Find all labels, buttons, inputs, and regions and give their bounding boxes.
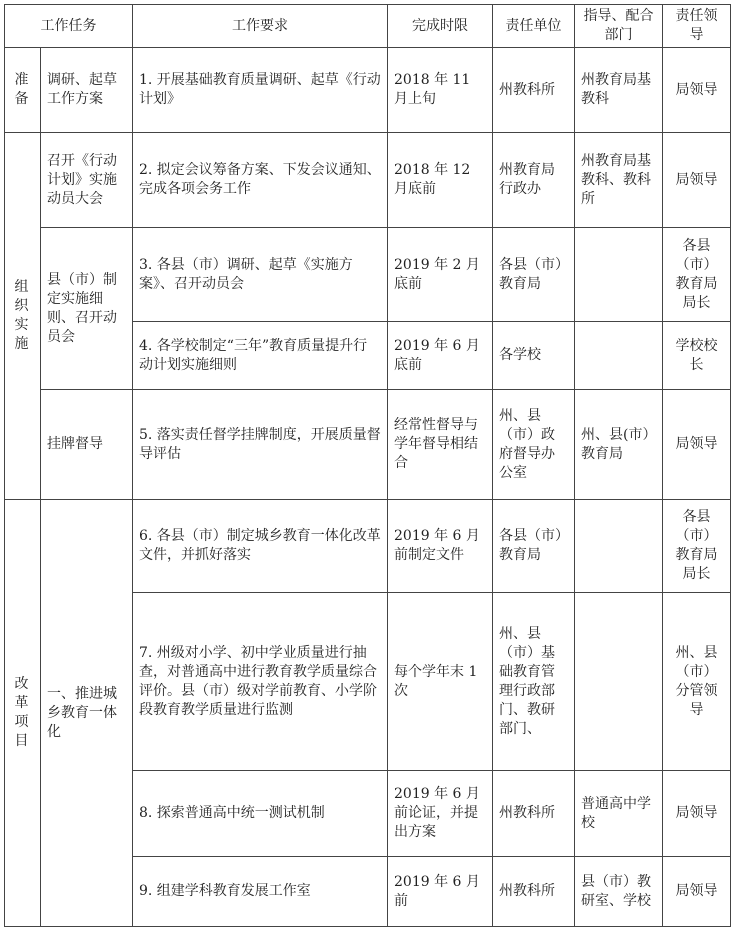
requirement-cell: 1. 开展基础教育质量调研、起草《行动计划》 bbox=[133, 48, 388, 133]
stage-reform: 改革项目 bbox=[5, 500, 41, 927]
deadline-cell: 2018 年 12 月底前 bbox=[388, 133, 493, 228]
table-row bbox=[5, 390, 731, 500]
header-deadline: 完成时限 bbox=[388, 5, 493, 48]
work-plan-table bbox=[4, 4, 731, 927]
subtask-urban-rural: 一、推进城乡教育一体化 bbox=[41, 500, 133, 927]
guide-cell bbox=[575, 500, 663, 593]
stage-organize: 组织实施 bbox=[5, 133, 41, 500]
guide-cell bbox=[575, 228, 663, 322]
guide-cell: 州、县(市）教育局 bbox=[575, 390, 663, 500]
table-row bbox=[5, 133, 731, 228]
header-requirement: 工作要求 bbox=[133, 5, 388, 48]
deadline-cell: 每个学年末 1 次 bbox=[388, 593, 493, 771]
guide-cell: 普通高中学校 bbox=[575, 771, 663, 857]
subtask-supervise: 挂牌督导 bbox=[41, 390, 133, 500]
deadline-cell: 2019 年 6 月前 bbox=[388, 857, 493, 927]
requirement-cell: 7. 州级对小学、初中学业质量进行抽查，对普通高中进行教育教学质量综合评价。县（市）级对学前教育、小学阶段教育教学质量进行监测 bbox=[133, 593, 388, 771]
table-row bbox=[5, 500, 731, 593]
requirement-cell: 2. 拟定会议筹备方案、下发会议通知、完成各项会务工作 bbox=[133, 133, 388, 228]
deadline-cell: 经常性督导与学年督导相结合 bbox=[388, 390, 493, 500]
guide-cell: 县（市）教研室、学校 bbox=[575, 857, 663, 927]
guide-cell bbox=[575, 322, 663, 390]
leader-cell: 局领导 bbox=[663, 48, 731, 133]
requirement-cell: 3. 各县（市）调研、起草《实施方案》、召开动员会 bbox=[133, 228, 388, 322]
unit-cell: 州教科所 bbox=[493, 857, 575, 927]
requirement-cell: 8. 探索普通高中统一测试机制 bbox=[133, 771, 388, 857]
unit-cell: 州教科所 bbox=[493, 771, 575, 857]
leader-cell: 州、县（市）分管领导 bbox=[663, 593, 731, 771]
header-guide: 指导、配合部门 bbox=[575, 5, 663, 48]
requirement-cell: 6. 各县（市）制定城乡教育一体化改革文件，并抓好落实 bbox=[133, 500, 388, 593]
guide-cell bbox=[575, 593, 663, 771]
leader-cell: 局领导 bbox=[663, 857, 731, 927]
header-row bbox=[5, 5, 731, 48]
requirement-cell: 4. 各学校制定“三年”教育质量提升行动计划实施细则 bbox=[133, 322, 388, 390]
unit-cell: 各学校 bbox=[493, 322, 575, 390]
deadline-cell: 2019 年 6 月底前 bbox=[388, 322, 493, 390]
stage-prepare: 准备 bbox=[5, 48, 41, 133]
deadline-cell: 2019 年 2 月底前 bbox=[388, 228, 493, 322]
table-row bbox=[5, 48, 731, 133]
guide-cell: 州教育局基教科 bbox=[575, 48, 663, 133]
deadline-cell: 2018 年 11 月上旬 bbox=[388, 48, 493, 133]
unit-cell: 各县（市）教育局 bbox=[493, 500, 575, 593]
header-unit: 责任单位 bbox=[493, 5, 575, 48]
header-task: 工作任务 bbox=[5, 5, 133, 48]
leader-cell: 各县（市）教育局局长 bbox=[663, 228, 731, 322]
subtask-kickoff: 召开《行动计划》实施动员大会 bbox=[41, 133, 133, 228]
unit-cell: 州、县（市）政府督导办公室 bbox=[493, 390, 575, 500]
header-leader: 责任领导 bbox=[663, 5, 731, 48]
leader-cell: 局领导 bbox=[663, 771, 731, 857]
unit-cell: 州、县（市）基础教育管理行政部门、教研部门、 bbox=[493, 593, 575, 771]
leader-cell: 局领导 bbox=[663, 133, 731, 228]
requirement-cell: 5. 落实责任督学挂牌制度，开展质量督导评估 bbox=[133, 390, 388, 500]
guide-cell: 州教育局基教科、教科所 bbox=[575, 133, 663, 228]
requirement-cell: 9. 组建学科教育发展工作室 bbox=[133, 857, 388, 927]
subtask-research: 调研、起草工作方案 bbox=[41, 48, 133, 133]
leader-cell: 学校校长 bbox=[663, 322, 731, 390]
unit-cell: 州教科所 bbox=[493, 48, 575, 133]
deadline-cell: 2019 年 6 月前论证，并提出方案 bbox=[388, 771, 493, 857]
leader-cell: 各县（市）教育局局长 bbox=[663, 500, 731, 593]
table-row bbox=[5, 228, 731, 322]
deadline-cell: 2019 年 6 月前制定文件 bbox=[388, 500, 493, 593]
unit-cell: 州教育局行政办 bbox=[493, 133, 575, 228]
leader-cell: 局领导 bbox=[663, 390, 731, 500]
subtask-county: 县（市）制定实施细则、召开动员会 bbox=[41, 228, 133, 390]
unit-cell: 各县（市）教育局 bbox=[493, 228, 575, 322]
